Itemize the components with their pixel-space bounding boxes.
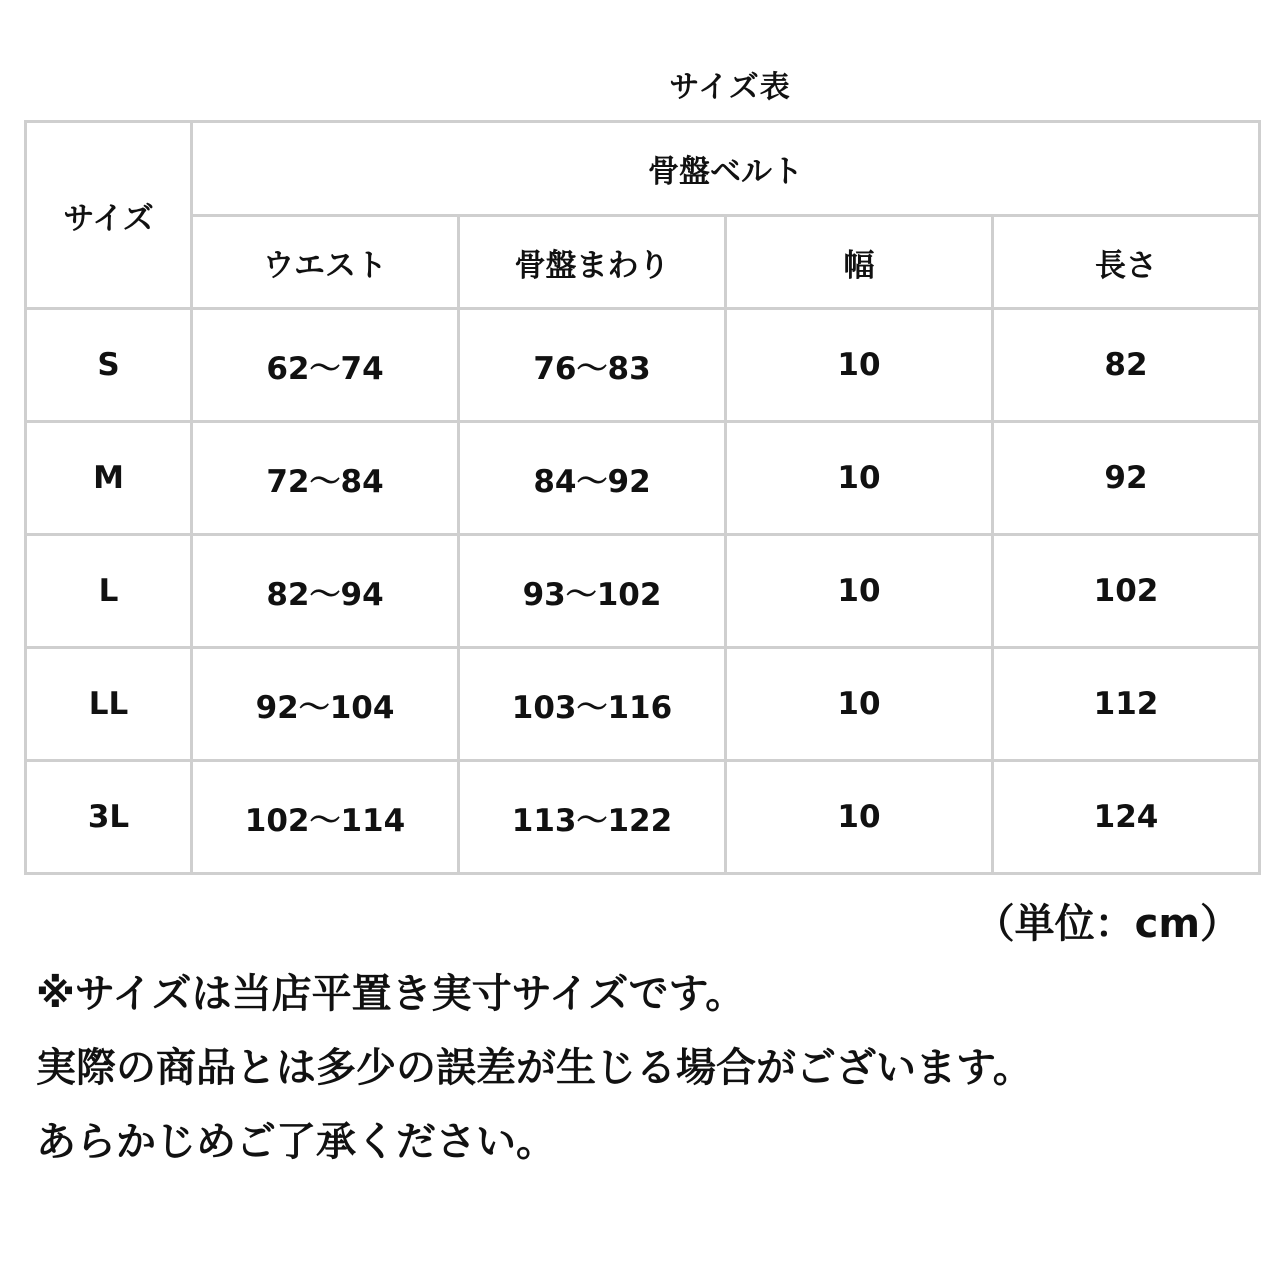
cell-length: 92 [993,422,1260,535]
table-row [26,422,1260,535]
cell-length: 102 [993,535,1260,648]
notes [36,964,1256,1186]
cell-length: 112 [993,648,1260,761]
cell-length: 124 [993,761,1260,874]
cell-size: 3L [26,761,192,874]
cell-pelvis: 84～92 [459,422,726,535]
cell-waist: 102～114 [192,761,459,874]
note-line: あらかじめご了承ください。 [36,1119,556,1165]
cell-width: 10 [726,422,993,535]
header-pelvis: 骨盤まわり [459,216,726,309]
table-row [26,309,1260,422]
cell-size: LL [26,648,192,761]
table-row [26,761,1260,874]
cell-size: L [26,535,192,648]
cell-pelvis: 103～116 [459,648,726,761]
cell-width: 10 [726,761,993,874]
cell-length: 82 [993,309,1260,422]
cell-waist: 92～104 [192,648,459,761]
table-row [26,535,1260,648]
header-width: 幅 [726,216,993,309]
cell-width: 10 [726,648,993,761]
unit-note: （単位：cm） [974,901,1240,947]
table-row [26,648,1260,761]
cell-waist: 82～94 [192,535,459,648]
header-waist: ウエスト [192,216,459,309]
note-line: ※サイズは当店平置き実寸サイズです。 [36,971,746,1017]
size-table [24,120,1261,875]
header-group-label: 骨盤ベルト [192,122,1260,216]
cell-pelvis: 93～102 [459,535,726,648]
header-length: 長さ [993,216,1260,309]
note-line: 実際の商品とは多少の誤差が生じる場合がございます。 [36,1045,1033,1091]
cell-waist: 62～74 [192,309,459,422]
header-size-label: サイズ [26,122,192,309]
cell-size: S [26,309,192,422]
cell-width: 10 [726,535,993,648]
header-row-group [26,122,1260,216]
cell-waist: 72～84 [192,422,459,535]
page-title: サイズ表 [669,70,791,105]
cell-width: 10 [726,309,993,422]
cell-pelvis: 76～83 [459,309,726,422]
cell-pelvis: 113～122 [459,761,726,874]
cell-size: M [26,422,192,535]
header-row-columns [26,216,1260,309]
